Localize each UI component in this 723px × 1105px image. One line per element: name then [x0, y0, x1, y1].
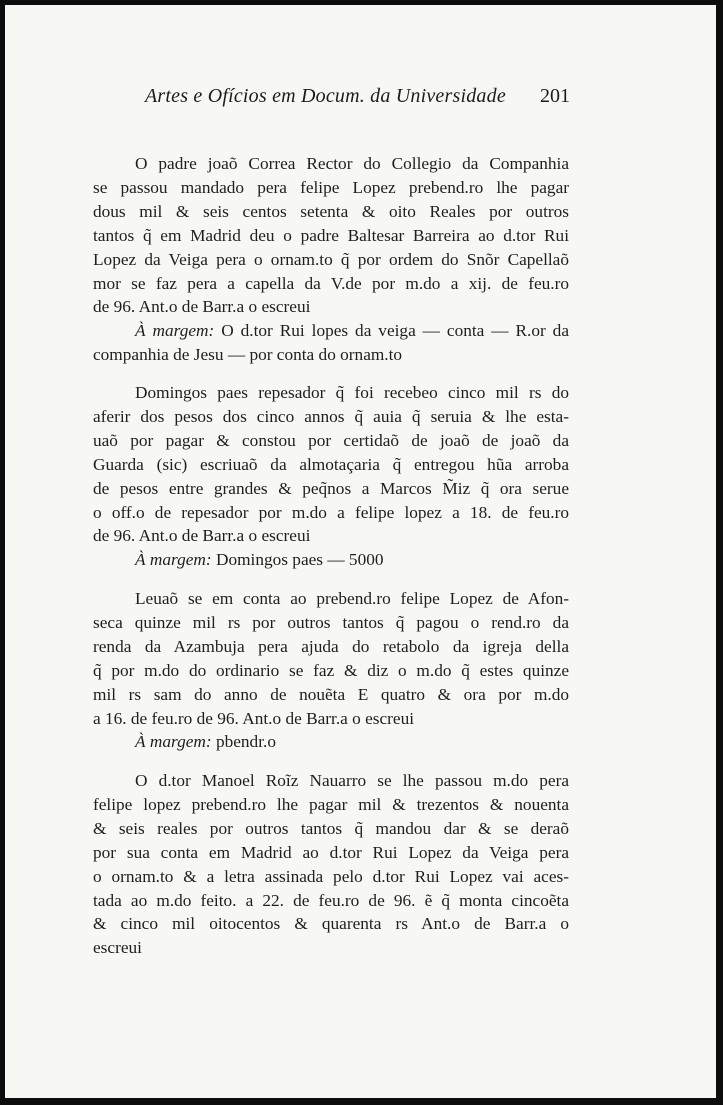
entry-line: mil rs sam do anno de nouẽta E quatro & ora por m.do: [93, 684, 569, 704]
entry-1: [93, 152, 569, 367]
margin-note: [93, 730, 569, 754]
margin-label: À margem:: [135, 732, 212, 752]
entry-line: a 16. de feu.ro de 96. Ant.o de Barr.a o escreui: [93, 708, 415, 728]
entry-line: por sua conta em Madrid ao d.tor Rui Lopez da Veiga pera: [93, 842, 569, 862]
margin-note: [93, 548, 569, 572]
page-number: 201: [540, 85, 570, 107]
entry-line: Leuaõ se em conta ao prebend.ro felipe Lopez de Afon-: [135, 589, 569, 608]
entry-line: q̃ por m.do do ordinario se faz & diz o m.do q̃ estes quinze: [93, 660, 569, 680]
entry-line: de pesos entre grandes & peq̃nos a Marcos M̃iz q̃ ora serue: [93, 478, 569, 498]
entry-line: o ornam.to & a letra assinada pelo d.tor Rui Lopez vai aces-: [93, 866, 569, 886]
entry-line: se passou mandado pera felipe Lopez prebend.ro lhe pagar: [93, 177, 569, 197]
entry-3: [93, 587, 569, 754]
entry-line: Domingos paes repesador q̃ foi recebeo cinco mil rs do: [135, 383, 569, 402]
margin-note-line: companhia de Jesu — por conta do ornam.to: [93, 345, 403, 365]
entry-line: aferir dos pesos dos cinco annos q̃ auia q̃ seruia & lhe esta-: [93, 406, 569, 426]
margin-text: Domingos paes — 5000: [215, 550, 384, 570]
entry-4: [93, 769, 569, 960]
page-header: [145, 79, 570, 113]
margin-label: À margem:: [135, 321, 215, 341]
entry-2: [93, 381, 569, 572]
entry-line: O d.tor Manoel Roĩz Nauarro se lhe passou m.do pera: [135, 771, 569, 790]
margin-label: À margem:: [135, 550, 212, 570]
entry-line: de 96. Ant.o de Barr.a o escreui: [93, 297, 311, 317]
entry-line: tada ao m.do feito. a 22. de feu.ro de 96. ẽ q̃ monta cincoẽta: [93, 890, 569, 910]
entry-line: & seis reales por outros tantos q̃ mandou dar & se deraõ: [93, 818, 569, 838]
entry-line: uaõ por pagar & constou por certidaõ de joaõ de joaõ da: [93, 430, 569, 450]
running-head: Artes e Ofícios em Docum. da Universidade: [145, 85, 506, 107]
entry-line: escreui: [93, 938, 142, 958]
margin-text: pbendr.o: [215, 732, 276, 752]
entry-line: mor se faz pera a capella da V.de por m.do a xij. de feu.ro: [93, 273, 569, 293]
entry-line: o off.o de repesador por m.do a felipe lopez a 18. de feu.ro: [93, 502, 569, 522]
book-page: [5, 5, 716, 1098]
entry-line: tantos q̃ em Madrid deu o padre Baltesar Barreira ao d.tor Rui: [93, 225, 569, 245]
margin-note: [93, 319, 569, 343]
entry-line: de 96. Ant.o de Barr.a o escreui: [93, 526, 311, 546]
entry-line: felipe lopez prebend.ro lhe pagar mil & trezentos & nouenta: [93, 794, 569, 814]
entry-line: & cinco mil oitocentos & quarenta rs Ant.o de Barr.a o: [93, 914, 569, 934]
entry-line: seca quinze mil rs por outros tantos q̃ pagou o rend.ro da: [93, 612, 569, 632]
entry-line: dous mil & seis centos setenta & oito Reales por outros: [93, 201, 569, 221]
margin-text: O d.tor Rui lopes da veiga — conta — R.or da: [221, 321, 569, 341]
entry-line: Guarda (sic) escriuaõ da almotaçaria q̃ entregou hũa arroba: [93, 454, 569, 474]
entry-line: renda da Azambuja pera ajuda do retabolo da igreja della: [93, 636, 569, 656]
entry-line: O padre joaõ Correa Rector do Collegio da Companhia: [135, 154, 569, 173]
entry-line: Lopez da Veiga pera o ornam.to q̃ por ordem do Snõr Capellaõ: [93, 249, 569, 269]
